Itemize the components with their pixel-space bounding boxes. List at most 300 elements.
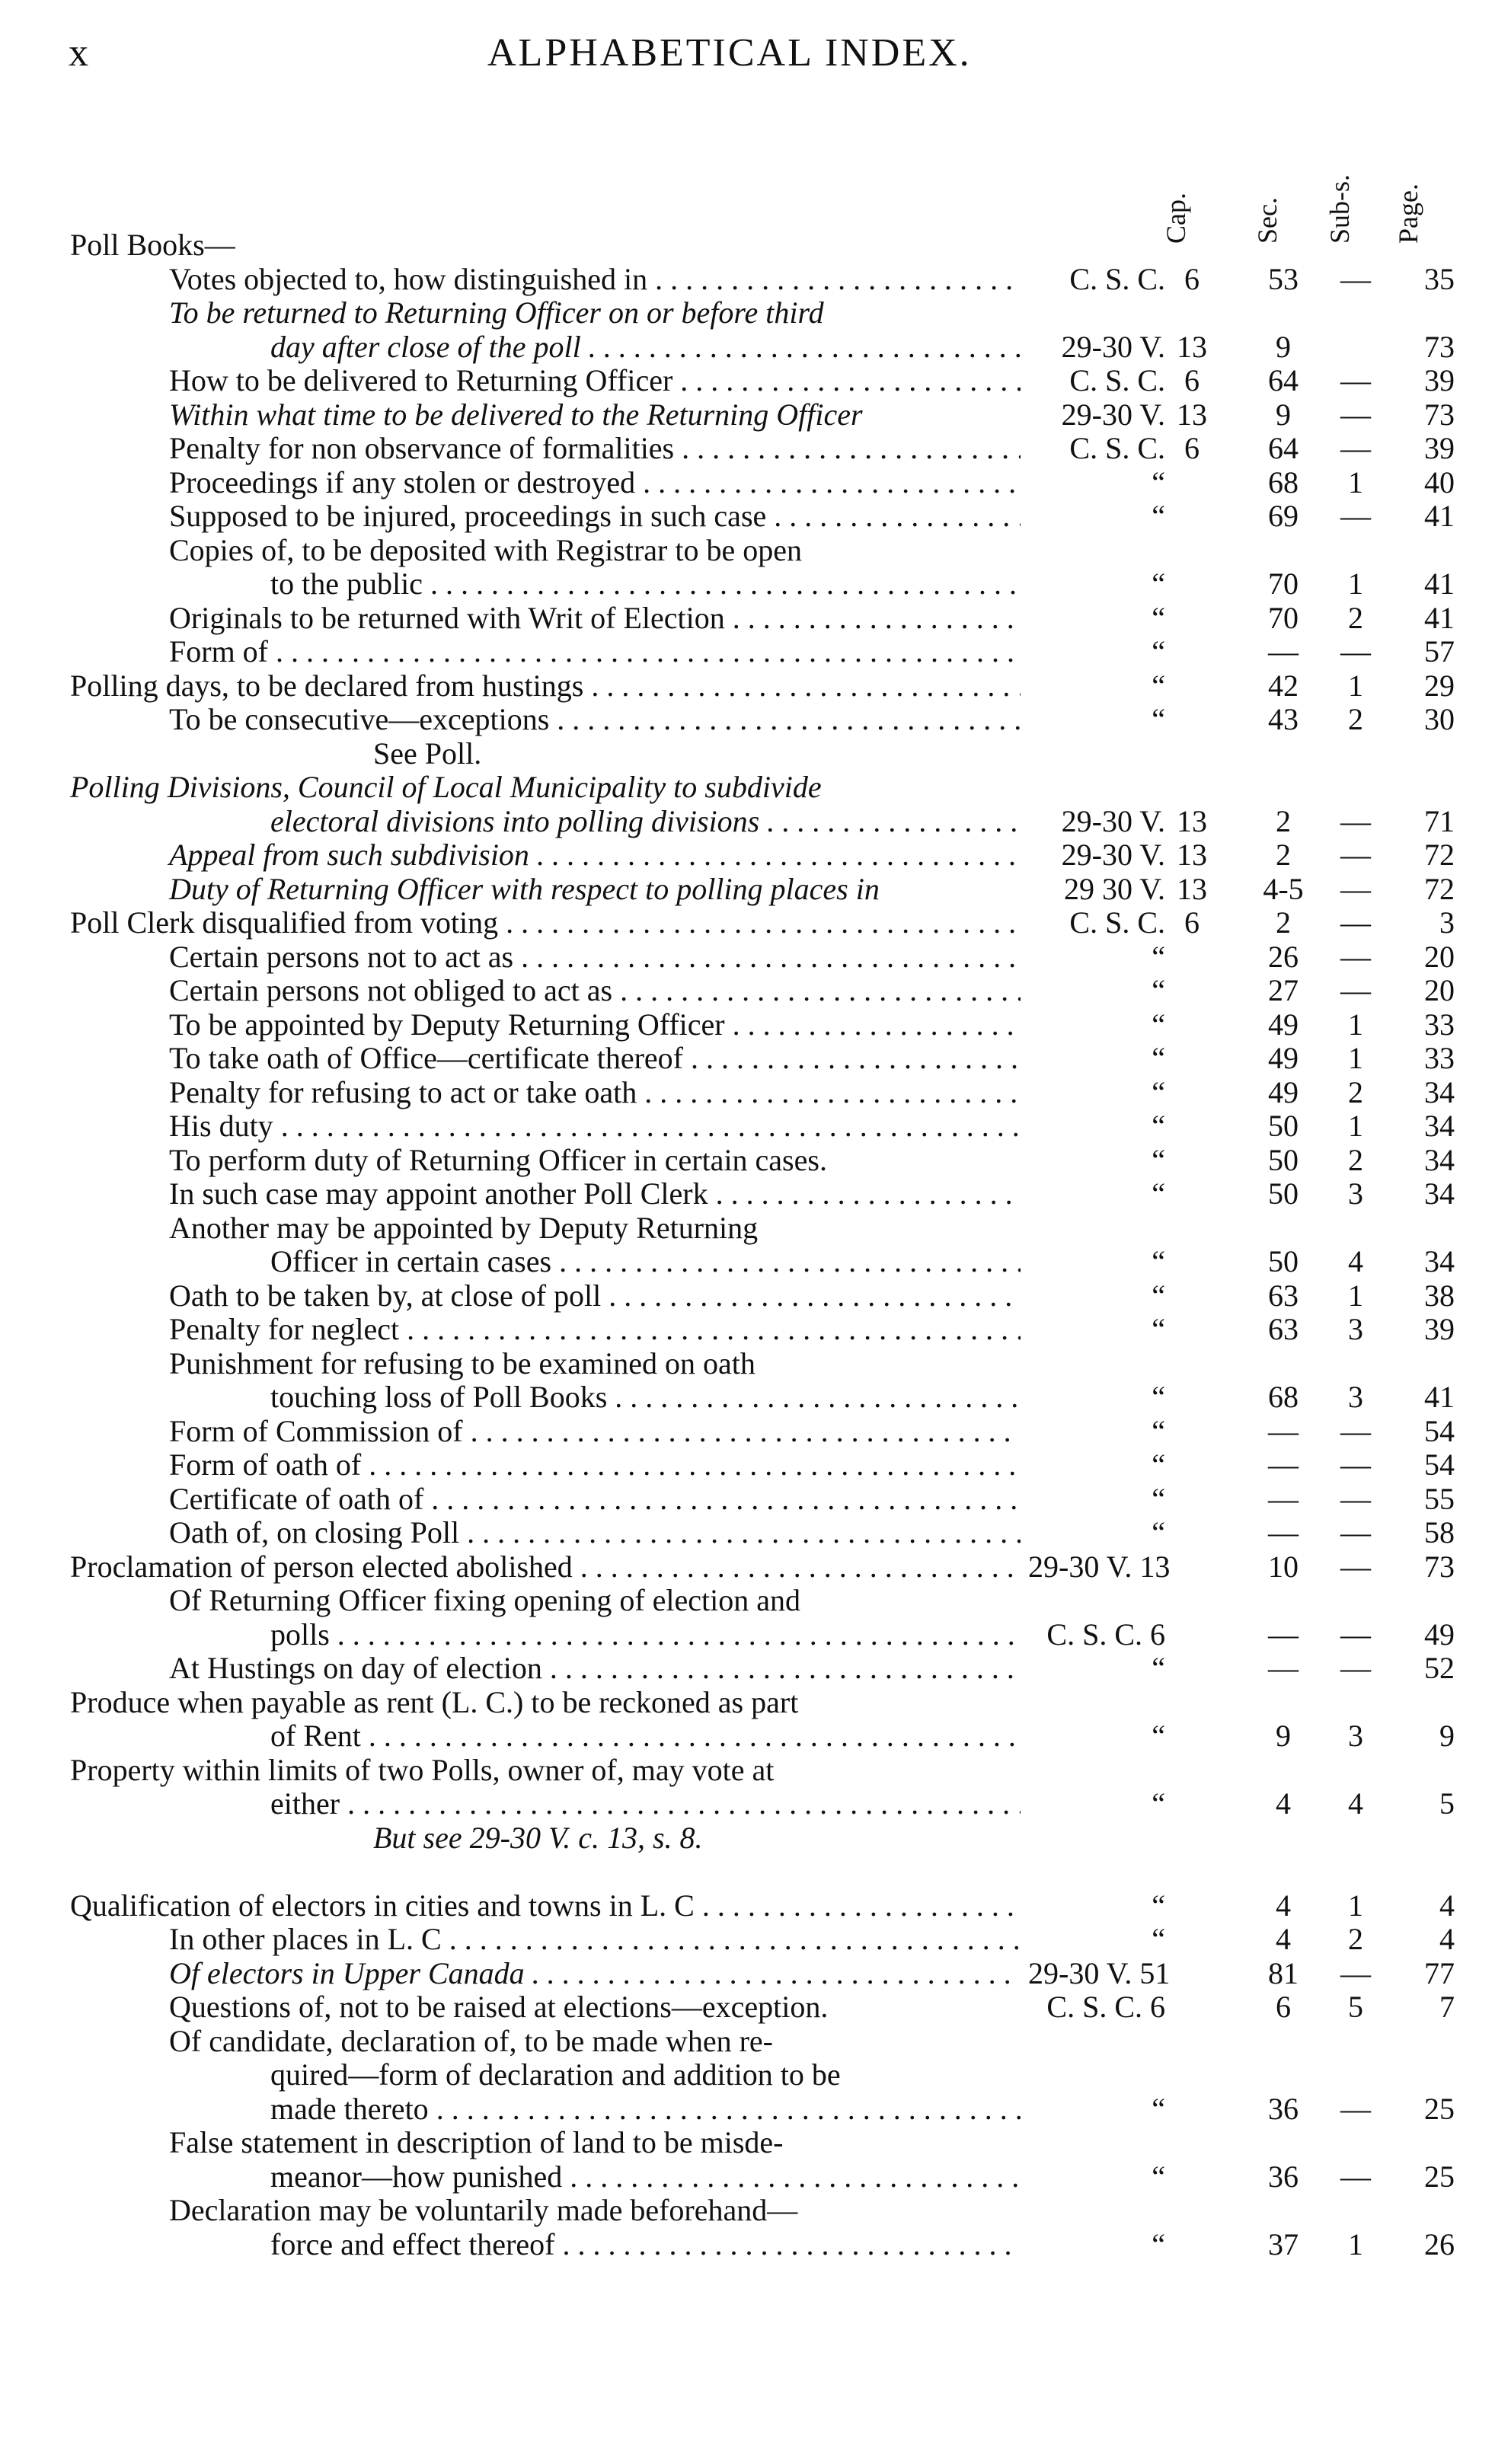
entry-text: Within what time to be delivered to the Returning Officer	[169, 397, 863, 432]
subs-cell: 1	[1348, 464, 1363, 500]
sec-cell: 37	[1268, 2226, 1299, 2261]
subs-cell: —	[1340, 1617, 1371, 1652]
sec-cell: 70	[1268, 600, 1299, 635]
page-cell: 29	[1424, 668, 1455, 703]
statute-cell: “	[1152, 567, 1165, 601]
index-row	[0, 1008, 1511, 1042]
page-cell: 7	[1439, 1990, 1455, 2024]
statute-cell: “	[1152, 1142, 1165, 1177]
entry-text: See Poll.	[373, 736, 482, 771]
entry-cell	[0, 635, 1021, 669]
entry-text: Of electors in Upper Canada . . .	[169, 1957, 1021, 1991]
sec-cell: 42	[1268, 668, 1299, 703]
sec-cell: —	[1268, 1515, 1299, 1550]
entry-cell	[0, 1652, 1021, 1686]
page-cell: 39	[1424, 1312, 1455, 1346]
entry-text: To be appointed by Deputy Returning Officer . . .	[169, 1008, 1021, 1042]
subs-cell: 1	[1348, 1109, 1363, 1143]
entry-text: In other places in L. C . . .	[169, 1923, 1021, 1957]
index-row	[0, 1719, 1511, 1754]
index-row	[0, 940, 1511, 975]
sec-cell: 26	[1268, 939, 1299, 974]
subs-cell: 1	[1348, 1888, 1363, 1923]
statute-cell: 29-30 V.	[1061, 397, 1165, 432]
entry-cell	[0, 432, 1021, 466]
index-row	[0, 466, 1511, 500]
sec-cell: 43	[1268, 702, 1299, 736]
sec-cell: 64	[1268, 363, 1299, 397]
index-row	[0, 737, 1511, 771]
entry-text: Officer in certain cases . . .	[270, 1245, 1021, 1279]
subs-cell: 1	[1348, 1007, 1363, 1042]
entry-text: Penalty for neglect . . .	[169, 1313, 1021, 1347]
subs-cell: —	[1340, 1651, 1371, 1685]
statute-cell: “	[1152, 1278, 1165, 1313]
entry-cell	[0, 1550, 1021, 1585]
page-cell: 72	[1424, 871, 1455, 906]
index-row	[0, 771, 1511, 805]
index-row	[0, 2092, 1511, 2127]
entry-cell	[0, 1618, 1021, 1652]
entry-cell	[0, 1754, 1021, 1788]
entry-text: quired—form of declaration and addition to be	[270, 2058, 841, 2092]
entry-cell	[0, 2160, 1021, 2194]
entry-cell	[0, 873, 1021, 907]
index-row	[0, 1787, 1511, 1821]
entry-cell	[0, 1144, 1021, 1178]
subs-cell: 3	[1348, 1176, 1363, 1211]
entry-text: False statement in description of land to be misde-	[169, 2126, 784, 2159]
index-row	[0, 1144, 1511, 1178]
page-cell: 25	[1424, 2159, 1455, 2194]
entry-cell	[0, 330, 1021, 365]
entry-cell	[0, 2058, 1021, 2092]
entry-text: How to be delivered to Returning Officer . . .	[169, 364, 1021, 398]
index-row	[0, 1076, 1511, 1110]
page-cell: 4	[1439, 1888, 1455, 1923]
entry-cell	[0, 1719, 1021, 1754]
statute-cell: “	[1152, 499, 1165, 533]
sec-cell: 6	[1276, 1990, 1291, 2024]
page-cell: 57	[1424, 634, 1455, 669]
entry-cell	[0, 2228, 1021, 2262]
index-row	[0, 1754, 1511, 1788]
subs-cell: 2	[1348, 702, 1363, 736]
entry-cell	[0, 1380, 1021, 1415]
page-cell: 72	[1424, 838, 1455, 872]
subs-cell: 1	[1348, 668, 1363, 703]
statute-cell: “	[1152, 668, 1165, 703]
sec-cell: 49	[1268, 1074, 1299, 1109]
cap-cell: 6	[1184, 905, 1200, 940]
statute-cell: “	[1152, 1888, 1165, 1923]
entry-text: Poll Books—	[70, 228, 235, 262]
sec-cell: 68	[1268, 1380, 1299, 1414]
subs-cell: 1	[1348, 567, 1363, 601]
entry-text: Qualification of electors in cities and towns in L. C . . .	[70, 1889, 1021, 1923]
entry-text: Supposed to be injured, proceedings in such case . . .	[169, 500, 1021, 534]
statute-cell: “	[1152, 2226, 1165, 2261]
sec-cell: 4	[1276, 1786, 1291, 1821]
sec-cell: 49	[1268, 1041, 1299, 1075]
index-entries	[0, 228, 1511, 2261]
page-header	[61, 30, 1447, 84]
entry-cell	[0, 2126, 1021, 2160]
entry-text: Property within limits of two Polls, owner of, may vote at	[70, 1753, 775, 1787]
entry-text: touching loss of Poll Books . . .	[270, 1380, 1021, 1415]
sec-cell: —	[1268, 634, 1299, 669]
page-cell: 34	[1424, 1109, 1455, 1143]
index-row	[0, 838, 1511, 873]
page-cell: 54	[1424, 1447, 1455, 1482]
entry-cell	[0, 1279, 1021, 1313]
sec-cell: 10	[1268, 1549, 1299, 1584]
page-cell: 41	[1424, 1380, 1455, 1414]
statute-cell: 29-30 V.	[1061, 838, 1165, 872]
subs-cell: —	[1340, 2159, 1371, 2194]
sec-cell: 50	[1268, 1142, 1299, 1177]
index-row	[0, 2194, 1511, 2228]
entry-cell	[0, 1584, 1021, 1618]
entry-text: Certain persons not to act as . . .	[169, 940, 1021, 975]
entry-text: Certain persons not obliged to act as . . .	[169, 974, 1021, 1008]
entry-text: Declaration may be voluntarily made beforehand—	[169, 2194, 798, 2227]
entry-cell	[0, 263, 1021, 297]
statute-cell: C. S. C. 6	[1046, 1990, 1165, 2024]
index-row	[0, 1957, 1511, 1991]
statute-cell: “	[1152, 1515, 1165, 1550]
statute-cell: “	[1152, 2091, 1165, 2126]
statute-cell: “	[1152, 973, 1165, 1007]
sec-cell: 2	[1276, 838, 1291, 872]
entry-text: Of Returning Officer fixing opening of election and	[169, 1584, 801, 1617]
index-row	[0, 1177, 1511, 1211]
sec-cell: 50	[1268, 1109, 1299, 1143]
column-header-subs: Sub-s.	[1324, 174, 1355, 244]
cap-cell: 6	[1184, 261, 1200, 296]
index-row	[0, 635, 1511, 669]
index-row	[0, 398, 1511, 432]
subs-cell: —	[1340, 939, 1371, 974]
entry-text: to the public . . .	[270, 567, 1021, 602]
entry-cell	[0, 1855, 1021, 1889]
subs-cell: —	[1340, 838, 1371, 872]
subs-cell: —	[1340, 1955, 1371, 1990]
index-row	[0, 1923, 1511, 1957]
sec-cell: 4	[1276, 1922, 1291, 1956]
index-row	[0, 296, 1511, 330]
statute-cell: “	[1152, 939, 1165, 974]
index-row	[0, 1686, 1511, 1720]
entry-cell	[0, 398, 1021, 432]
cap-cell: 13	[1177, 397, 1207, 432]
entry-cell	[0, 1177, 1021, 1211]
entry-cell	[0, 500, 1021, 534]
entry-text: Votes objected to, how distinguished in . . .	[169, 263, 1021, 297]
sec-cell: 4-5	[1263, 871, 1304, 906]
cap-cell: 13	[1177, 329, 1207, 364]
entry-cell	[0, 1957, 1021, 1991]
sec-cell: 69	[1268, 499, 1299, 533]
page-cell: 34	[1424, 1244, 1455, 1278]
cap-cell: 6	[1184, 431, 1200, 465]
entry-text: Penalty for refusing to act or take oath . . .	[169, 1076, 1021, 1110]
sec-cell: —	[1268, 1617, 1299, 1652]
index-row	[0, 906, 1511, 940]
entry-text: Proclamation of person elected abolished . . .	[70, 1550, 1021, 1585]
entry-text: Copies of, to be deposited with Registrar to be open	[169, 533, 802, 567]
subs-cell: 2	[1348, 600, 1363, 635]
subs-cell: 3	[1348, 1719, 1363, 1753]
statute-cell: “	[1152, 1651, 1165, 1685]
entry-text: Certificate of oath of . . .	[169, 1483, 1021, 1517]
index-row	[0, 1380, 1511, 1415]
index-row	[0, 1279, 1511, 1313]
page-cell: 58	[1424, 1515, 1455, 1550]
subs-cell: —	[1340, 871, 1371, 906]
index-row	[0, 1448, 1511, 1483]
subs-cell: —	[1340, 397, 1371, 432]
statute-cell: “	[1152, 634, 1165, 669]
page-cell: 35	[1424, 261, 1455, 296]
entry-cell	[0, 2194, 1021, 2228]
sec-cell: 64	[1268, 431, 1299, 465]
entry-text: But see 29-30 V. c. 13, s. 8.	[373, 1821, 703, 1855]
subs-cell: —	[1340, 363, 1371, 397]
sec-cell: 36	[1268, 2091, 1299, 2126]
statute-cell: “	[1152, 600, 1165, 635]
sec-cell: 68	[1268, 464, 1299, 500]
sec-cell: 50	[1268, 1176, 1299, 1211]
index-row	[0, 2058, 1511, 2092]
sec-cell: 9	[1276, 329, 1291, 364]
index-row	[0, 1855, 1511, 1889]
entry-cell	[0, 703, 1021, 737]
column-header-page: Page.	[1393, 184, 1423, 244]
entry-text: polls . . .	[270, 1618, 1021, 1652]
index-row	[0, 974, 1511, 1008]
statute-cell: “	[1152, 1922, 1165, 1956]
sec-cell: 27	[1268, 973, 1299, 1007]
statute-cell: “	[1152, 1380, 1165, 1414]
entry-cell	[0, 2025, 1021, 2059]
statute-cell: C. S. C.	[1069, 431, 1165, 465]
column-header-sec: Sec.	[1252, 197, 1283, 244]
subs-cell: —	[1340, 431, 1371, 465]
page-cell: 4	[1439, 1922, 1455, 1956]
entry-cell	[0, 974, 1021, 1008]
statute-cell: “	[1152, 1007, 1165, 1042]
entry-cell	[0, 1109, 1021, 1144]
statute-cell: C. S. C. 6	[1046, 1617, 1165, 1652]
page-cell: 3	[1439, 905, 1455, 940]
entry-cell	[0, 771, 1021, 805]
page-cell: 52	[1424, 1651, 1455, 1685]
page-cell: 34	[1424, 1176, 1455, 1211]
statute-cell: “	[1152, 1312, 1165, 1346]
entry-cell	[0, 364, 1021, 398]
subs-cell: —	[1340, 803, 1371, 838]
entry-cell	[0, 602, 1021, 636]
entry-text: Originals to be returned with Writ of Election . . .	[169, 602, 1021, 636]
statute-cell: 29-30 V.	[1061, 329, 1165, 364]
cap-cell: 6	[1184, 363, 1200, 397]
index-row	[0, 432, 1511, 466]
page-cell: 77	[1424, 1955, 1455, 1990]
entry-text: Produce when payable as rent (L. C.) to be reckoned as part	[70, 1685, 799, 1719]
index-row	[0, 602, 1511, 636]
entry-text: Oath of, on closing Poll . . .	[169, 1516, 1021, 1550]
statute-cell: “	[1152, 1109, 1165, 1143]
subs-cell: 2	[1348, 1074, 1363, 1109]
sec-cell: 49	[1268, 1007, 1299, 1042]
entry-cell	[0, 1042, 1021, 1076]
index-row	[0, 669, 1511, 704]
entry-text: At Hustings on day of election . . .	[169, 1652, 1021, 1686]
statute-cell: 29-30 V. 13	[1028, 1549, 1171, 1584]
index-row	[0, 2228, 1511, 2262]
statute-cell: 29-30 V.	[1061, 803, 1165, 838]
subs-cell: 1	[1348, 2226, 1363, 2261]
entry-cell	[0, 1787, 1021, 1821]
entry-cell	[0, 1923, 1021, 1957]
index-row	[0, 1618, 1511, 1652]
entry-cell	[0, 906, 1021, 940]
index-row	[0, 1889, 1511, 1923]
page-cell: 20	[1424, 939, 1455, 974]
entry-cell	[0, 1821, 1021, 1856]
subs-cell: 3	[1348, 1312, 1363, 1346]
index-row	[0, 1347, 1511, 1381]
entry-cell	[0, 737, 1021, 771]
statute-cell: “	[1152, 1447, 1165, 1482]
index-row	[0, 1415, 1511, 1449]
entry-text: Polling days, to be declared from hustings . . .	[70, 669, 1021, 704]
entry-text: Form of oath of . . .	[169, 1448, 1021, 1483]
entry-cell	[0, 534, 1021, 568]
sec-cell: 36	[1268, 2159, 1299, 2194]
entry-text: made thereto . . .	[270, 2092, 1021, 2127]
entry-text: day after close of the poll . . .	[270, 330, 1021, 365]
entry-text: Another may be appointed by Deputy Returning	[169, 1211, 759, 1245]
page-cell: 41	[1424, 567, 1455, 601]
page-cell: 26	[1424, 2226, 1455, 2261]
entry-text: force and effect thereof . . .	[270, 2228, 1021, 2262]
statute-cell: “	[1152, 1244, 1165, 1278]
index-row	[0, 1516, 1511, 1550]
entry-cell	[0, 1686, 1021, 1720]
entry-cell	[0, 1448, 1021, 1483]
index-row	[0, 2025, 1511, 2059]
entry-text: Duty of Returning Officer with respect to polling places in	[169, 872, 880, 906]
index-row	[0, 1550, 1511, 1585]
statute-cell: C. S. C.	[1069, 363, 1165, 397]
page-number: x	[69, 31, 88, 75]
entry-cell	[0, 669, 1021, 704]
page-cell: 41	[1424, 499, 1455, 533]
entry-text: Penalty for non observance of formalities . . .	[169, 432, 1021, 466]
page-cell: 38	[1424, 1278, 1455, 1313]
subs-cell: 3	[1348, 1380, 1363, 1414]
statute-cell: “	[1152, 464, 1165, 500]
sec-cell: 53	[1268, 261, 1299, 296]
index-row	[0, 1483, 1511, 1517]
page-cell: 54	[1424, 1413, 1455, 1448]
entry-text: In such case may appoint another Poll Clerk . . .	[169, 1177, 1021, 1211]
page-cell: 20	[1424, 973, 1455, 1007]
index-row	[0, 703, 1511, 737]
subs-cell: 4	[1348, 1786, 1363, 1821]
page-cell: 55	[1424, 1481, 1455, 1516]
subs-cell: 5	[1348, 1990, 1363, 2024]
sec-cell: 81	[1268, 1955, 1299, 1990]
statute-cell: C. S. C.	[1069, 905, 1165, 940]
entry-text: meanor—how punished . . .	[270, 2160, 1021, 2194]
sec-cell: 4	[1276, 1888, 1291, 1923]
entry-cell	[0, 1211, 1021, 1246]
sec-cell: 9	[1276, 397, 1291, 432]
page-cell: 34	[1424, 1142, 1455, 1177]
subs-cell: —	[1340, 1515, 1371, 1550]
index-row	[0, 1109, 1511, 1144]
entry-text: Oath to be taken by, at close of poll . . .	[169, 1279, 1021, 1313]
page-cell: 40	[1424, 464, 1455, 500]
subs-cell: —	[1340, 1447, 1371, 1482]
entry-text: To take oath of Office—certificate thereof . . .	[169, 1042, 1021, 1076]
entry-text: Form of . . .	[169, 635, 1021, 669]
entry-cell	[0, 567, 1021, 602]
entry-text: Questions of, not to be raised at elections—exception.	[169, 1990, 829, 2024]
statute-cell: “	[1152, 2159, 1165, 2194]
cap-cell: 13	[1177, 803, 1207, 838]
subs-cell: —	[1340, 905, 1371, 940]
index-row	[0, 1042, 1511, 1076]
entry-text: Form of Commission of . . .	[169, 1415, 1021, 1449]
index-row	[0, 534, 1511, 568]
subs-cell: —	[1340, 973, 1371, 1007]
subs-cell: —	[1340, 2091, 1371, 2126]
statute-cell: 29 30 V.	[1063, 871, 1165, 906]
entry-text: His duty . . .	[169, 1109, 1021, 1144]
sec-cell: 70	[1268, 567, 1299, 601]
cap-cell: 13	[1177, 838, 1207, 872]
sec-cell: —	[1268, 1481, 1299, 1516]
subs-cell: 2	[1348, 1142, 1363, 1177]
entry-cell	[0, 228, 1021, 263]
statute-cell: “	[1152, 1176, 1165, 1211]
index-row	[0, 228, 1511, 263]
page-cell: 25	[1424, 2091, 1455, 2126]
entry-cell	[0, 296, 1021, 330]
entry-cell	[0, 1415, 1021, 1449]
index-row	[0, 567, 1511, 602]
index-row	[0, 1990, 1511, 2025]
subs-cell: 2	[1348, 1922, 1363, 1956]
statute-cell: “	[1152, 1719, 1165, 1753]
index-row	[0, 500, 1511, 534]
page-cell: 71	[1424, 803, 1455, 838]
subs-cell: 1	[1348, 1278, 1363, 1313]
page-cell: 39	[1424, 363, 1455, 397]
page-cell: 41	[1424, 600, 1455, 635]
index-row	[0, 1211, 1511, 1246]
entry-cell	[0, 805, 1021, 839]
index-row	[0, 2160, 1511, 2194]
statute-cell: C. S. C.	[1069, 261, 1165, 296]
entry-cell	[0, 1483, 1021, 1517]
subs-cell: —	[1340, 1413, 1371, 1448]
sec-cell: 50	[1268, 1244, 1299, 1278]
